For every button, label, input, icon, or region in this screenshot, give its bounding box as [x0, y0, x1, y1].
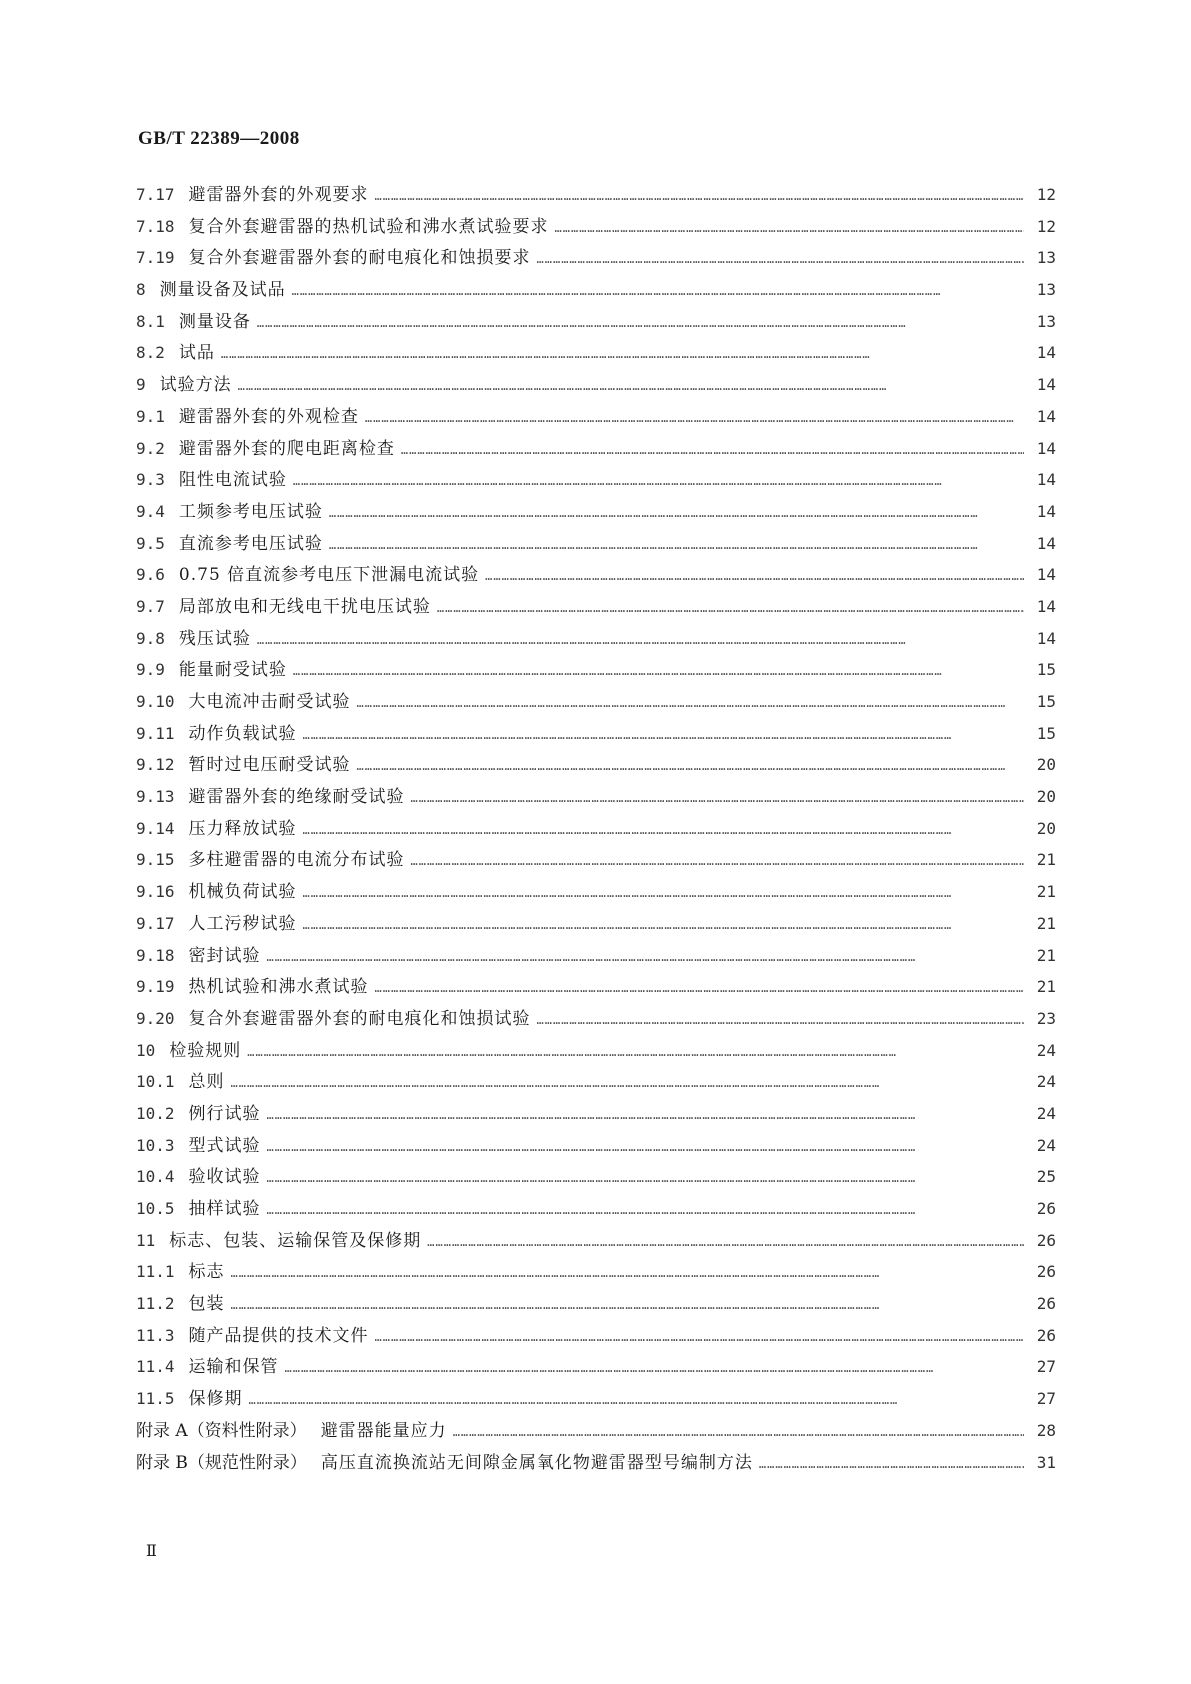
toc-entry-number: 9.12 [136, 755, 175, 775]
toc-entry-page: 26 [1036, 1199, 1056, 1218]
toc-entry-title: 型式试验 [188, 1135, 261, 1156]
toc-entry-title: 试验方法 [159, 375, 232, 396]
toc-leader-dots [257, 316, 1024, 330]
toc-leader-dots [437, 601, 1024, 615]
toc-entry-page: 28 [1036, 1420, 1056, 1440]
toc-entry-title: 工频参考电压试验 [178, 501, 323, 522]
toc-leader-dots [267, 1203, 1024, 1217]
toc-entry-number: 9.1 [136, 406, 165, 426]
toc-entry[interactable] [136, 529, 1056, 561]
toc-entry-title: 测量设备 [178, 311, 251, 332]
toc-entry-page: 26 [1036, 1262, 1056, 1282]
toc-leader-dots [303, 728, 1024, 742]
toc-entry-title: 避雷器外套的外观检查 [178, 406, 359, 427]
toc-leader-dots [537, 252, 1024, 266]
toc-leader-dots [231, 1076, 1024, 1090]
toc-entry-number: 附录 B（规范性附录） [136, 1452, 307, 1473]
toc-leader-dots [411, 854, 1024, 868]
toc-entry-number: 11 [136, 1230, 156, 1250]
toc-entry-page: 24 [1036, 1135, 1056, 1155]
toc-entry-title: 能量耐受试验 [178, 660, 287, 681]
toc-entry[interactable] [136, 434, 1056, 466]
toc-entry-page: 27 [1036, 1389, 1056, 1409]
toc-leader-dots [221, 347, 1024, 361]
toc-entry[interactable] [136, 1448, 1056, 1480]
toc-entry-title: 运输和保管 [188, 1357, 279, 1378]
toc-entry-number: 9 [136, 375, 146, 395]
toc-entry-page: 13 [1036, 280, 1056, 300]
toc-entry-title: 多柱避雷器的电流分布试验 [188, 850, 405, 871]
toc-entry-page: 21 [1036, 882, 1056, 902]
toc-entry-title: 残压试验 [178, 628, 251, 649]
toc-entry-page: 21 [1036, 945, 1056, 965]
toc-leader-dots [231, 1266, 1024, 1280]
toc-entry[interactable] [136, 655, 1056, 687]
toc-entry-page: 26 [1036, 1294, 1056, 1314]
toc-entry[interactable] [136, 845, 1056, 877]
toc-leader-dots [267, 1108, 1024, 1122]
toc-entry-page: 31 [1036, 1452, 1056, 1472]
toc-leader-dots [267, 1171, 1024, 1185]
toc-entry-number: 9.18 [136, 945, 175, 965]
toc-entry-title: 复合外套避雷器外套的耐电痕化和蚀损要求 [188, 248, 531, 269]
toc-leader-dots [257, 633, 1024, 647]
toc-entry[interactable] [136, 592, 1056, 624]
toc-entry-page: 24 [1036, 1103, 1056, 1123]
toc-entry-title: 压力释放试验 [188, 818, 297, 839]
toc-entry-number: 9.10 [136, 692, 175, 711]
toc-entry-number: 9.3 [136, 470, 165, 490]
toc-entry-number: 7.17 [136, 185, 175, 204]
toc-entry[interactable] [136, 1226, 1056, 1258]
toc-entry-page: 25 [1036, 1167, 1056, 1187]
toc-entry-title: 避雷器外套的绝缘耐受试验 [188, 787, 405, 808]
toc-entry[interactable] [136, 1067, 1056, 1099]
toc-entry[interactable] [136, 941, 1056, 973]
toc-entry-number: 9.5 [136, 533, 165, 553]
toc-entry-page: 12 [1036, 216, 1056, 236]
toc-entry-page: 13 [1036, 248, 1056, 268]
toc-entry[interactable] [136, 750, 1056, 782]
toc-entry-number: 10 [136, 1040, 156, 1060]
toc-entry-title: 随产品提供的技术文件 [188, 1325, 369, 1346]
toc-entry-title: 热机试验和沸水煮试验 [188, 977, 369, 998]
toc-leader-dots [231, 1298, 1024, 1312]
toc-leader-dots [401, 443, 1024, 457]
toc-entry-title: 抽样试验 [188, 1199, 261, 1219]
toc-entry[interactable] [136, 1131, 1056, 1163]
toc-entry[interactable] [136, 1289, 1056, 1321]
toc-entry-number: 9.6 [136, 565, 165, 585]
toc-entry[interactable] [136, 1036, 1056, 1068]
toc-entry-page: 20 [1036, 787, 1056, 807]
toc-entry-title: 机械负荷试验 [188, 882, 297, 903]
toc-leader-dots [292, 284, 1024, 298]
toc-entry-page: 26 [1036, 1230, 1056, 1250]
toc-entry-number: 9.2 [136, 438, 165, 458]
toc-entry-page: 20 [1036, 755, 1056, 775]
toc-entry[interactable] [136, 560, 1056, 592]
toc-leader-dots [293, 664, 1024, 678]
standard-code-header: GB/T 22389—2008 [138, 128, 300, 149]
toc-entry-number: 8.2 [136, 343, 165, 363]
toc-leader-dots [357, 759, 1024, 773]
toc-entry-page: 21 [1036, 977, 1056, 997]
toc-entry-number: 9.19 [136, 977, 175, 997]
toc-entry-number: 11.5 [136, 1389, 175, 1409]
page-folio: Ⅱ [146, 1541, 157, 1560]
toc-entry-title: 复合外套避雷器外套的耐电痕化和蚀损试验 [188, 1008, 531, 1029]
toc-entry-number: 9.4 [136, 501, 165, 521]
toc-entry-number: 9.15 [136, 850, 175, 870]
toc-entry-number: 附录 A（资料性附录） [136, 1420, 307, 1441]
toc-leader-dots [303, 886, 1024, 900]
toc-entry-title: 避雷器外套的爬电距离检查 [178, 438, 395, 459]
toc-entry-title: 验收试验 [188, 1167, 261, 1188]
toc-leader-dots [238, 379, 1024, 393]
toc-leader-dots [247, 1045, 1024, 1059]
toc-entry[interactable] [136, 814, 1056, 846]
toc-entry-page: 14 [1036, 501, 1056, 521]
toc-entry-number: 11.2 [136, 1294, 175, 1314]
toc-leader-dots [285, 1361, 1024, 1375]
toc-leader-dots [267, 950, 1024, 964]
toc-leader-dots [375, 1330, 1024, 1344]
toc-entry[interactable] [136, 909, 1056, 941]
toc-entry-page: 14 [1036, 406, 1056, 426]
toc-entry-title: 暂时过电压耐受试验 [188, 755, 351, 776]
toc-leader-dots [375, 981, 1024, 995]
toc-entry-number: 9.16 [136, 882, 175, 902]
toc-leader-dots [329, 506, 1024, 520]
toc-entry[interactable] [136, 1321, 1056, 1353]
toc-entry-page: 14 [1036, 343, 1056, 363]
toc-entry-number: 7.19 [136, 248, 175, 268]
toc-entry-page: 14 [1036, 628, 1056, 648]
toc-entry-page: 15 [1036, 692, 1056, 711]
toc-entry-page: 12 [1036, 185, 1056, 204]
toc-entry-number: 9.11 [136, 723, 175, 743]
toc-leader-dots [365, 411, 1024, 425]
toc-entry-page: 21 [1036, 913, 1056, 933]
toc-entry-page: 14 [1036, 596, 1056, 616]
toc-entry[interactable] [136, 1162, 1056, 1194]
toc-entry-page: 20 [1036, 818, 1056, 838]
toc-entry-title: 复合外套避雷器的热机试验和沸水煮试验要求 [188, 216, 549, 237]
toc-entry-page: 21 [1036, 850, 1056, 870]
toc-entry-number: 11.3 [136, 1325, 175, 1345]
toc-entry-title: 大电流冲击耐受试验 [188, 692, 351, 712]
toc-entry-number: 9.7 [136, 596, 165, 616]
toc-entry-title: 阻性电流试验 [178, 470, 287, 491]
toc-entry-page: 24 [1036, 1072, 1056, 1092]
toc-entry-page: 14 [1036, 565, 1056, 585]
toc-entry-title: 避雷器外套的外观要求 [188, 185, 369, 205]
toc-entry-title: 直流参考电压试验 [178, 533, 323, 554]
toc-entry-page: 14 [1036, 438, 1056, 458]
toc-entry[interactable] [136, 275, 1056, 307]
toc-entry-title: 总则 [188, 1072, 225, 1093]
toc-entry-title: 高压直流换流站无间隙金属氧化物避雷器型号编制方法 [320, 1452, 753, 1473]
toc-entry-number: 7.18 [136, 216, 175, 236]
toc-entry[interactable] [136, 1416, 1056, 1448]
toc-leader-dots [555, 221, 1024, 235]
table-of-contents [136, 180, 1056, 1479]
toc-entry-number: 9.17 [136, 913, 175, 933]
toc-entry[interactable] [136, 687, 1056, 719]
toc-entry-title: 人工污秽试验 [188, 913, 297, 934]
toc-entry[interactable] [136, 497, 1056, 529]
toc-entry-number: 10.5 [136, 1199, 175, 1218]
toc-leader-dots [537, 1013, 1024, 1027]
toc-entry[interactable] [136, 1384, 1056, 1416]
toc-entry-page: 15 [1036, 660, 1056, 680]
toc-entry[interactable] [136, 877, 1056, 909]
toc-entry-number: 11.4 [136, 1357, 175, 1377]
toc-leader-dots [453, 1425, 1024, 1439]
toc-entry-title: 局部放电和无线电干扰电压试验 [178, 596, 431, 617]
toc-entry-title: 避雷器能量应力 [320, 1420, 447, 1441]
toc-entry-page: 15 [1036, 723, 1056, 743]
toc-entry[interactable] [136, 1099, 1056, 1131]
toc-entry[interactable] [136, 1004, 1056, 1036]
toc-entry-title: 标志 [188, 1262, 225, 1283]
toc-entry-title: 0.75 倍直流参考电压下泄漏电流试验 [178, 565, 480, 586]
toc-entry[interactable] [136, 624, 1056, 656]
toc-leader-dots [759, 1457, 1024, 1471]
toc-entry[interactable] [136, 243, 1056, 275]
toc-entry[interactable] [136, 782, 1056, 814]
toc-entry-title: 保修期 [188, 1389, 243, 1410]
toc-leader-dots [357, 696, 1024, 710]
toc-leader-dots [329, 538, 1024, 552]
toc-entry[interactable] [136, 402, 1056, 434]
toc-entry-page: 14 [1036, 533, 1056, 553]
toc-entry[interactable] [136, 370, 1056, 402]
toc-entry-title: 检验规则 [169, 1040, 242, 1061]
toc-entry[interactable] [136, 1352, 1056, 1384]
toc-leader-dots [267, 1140, 1024, 1154]
toc-entry-page: 13 [1036, 311, 1056, 331]
toc-entry-number: 8.1 [136, 311, 165, 331]
toc-entry-title: 测量设备及试品 [159, 280, 286, 301]
toc-entry-number: 8 [136, 280, 146, 300]
toc-leader-dots [427, 1235, 1024, 1249]
toc-entry-number: 9.8 [136, 628, 165, 648]
toc-entry-page: 23 [1036, 1008, 1056, 1028]
toc-entry-title: 标志、包装、运输保管及保修期 [169, 1230, 422, 1251]
toc-entry-title: 包装 [188, 1294, 225, 1315]
toc-entry-page: 14 [1036, 375, 1056, 395]
toc-entry-number: 11.1 [136, 1262, 175, 1282]
toc-leader-dots [293, 474, 1024, 488]
toc-entry[interactable] [136, 465, 1056, 497]
toc-entry-number: 9.9 [136, 660, 165, 680]
toc-entry[interactable] [136, 180, 1056, 212]
toc-entry-number: 10.2 [136, 1103, 175, 1123]
toc-leader-dots [411, 791, 1024, 805]
toc-entry[interactable] [136, 307, 1056, 339]
toc-entry-page: 24 [1036, 1040, 1056, 1060]
toc-entry[interactable] [136, 719, 1056, 751]
toc-entry-number: 10.4 [136, 1167, 175, 1187]
toc-leader-dots [485, 569, 1024, 583]
toc-entry-number: 9.20 [136, 1008, 175, 1028]
toc-entry-title: 动作负载试验 [188, 723, 297, 744]
toc-entry-page: 14 [1036, 470, 1056, 490]
toc-entry-number: 9.13 [136, 787, 175, 807]
toc-entry-title: 试品 [178, 343, 215, 364]
toc-leader-dots [249, 1393, 1024, 1407]
toc-entry[interactable] [136, 972, 1056, 1004]
toc-entry[interactable] [136, 212, 1056, 244]
toc-entry-page: 26 [1036, 1325, 1056, 1345]
toc-entry[interactable] [136, 1257, 1056, 1289]
toc-entry-title: 密封试验 [188, 945, 261, 966]
toc-leader-dots [375, 189, 1024, 203]
toc-entry-number: 9.14 [136, 818, 175, 838]
toc-entry[interactable] [136, 338, 1056, 370]
toc-entry-number: 10.1 [136, 1072, 175, 1092]
toc-entry-page: 27 [1036, 1357, 1056, 1377]
toc-leader-dots [303, 823, 1024, 837]
toc-entry[interactable] [136, 1194, 1056, 1226]
toc-entry-title: 例行试验 [188, 1103, 261, 1124]
toc-leader-dots [303, 918, 1024, 932]
toc-entry-number: 10.3 [136, 1135, 175, 1155]
